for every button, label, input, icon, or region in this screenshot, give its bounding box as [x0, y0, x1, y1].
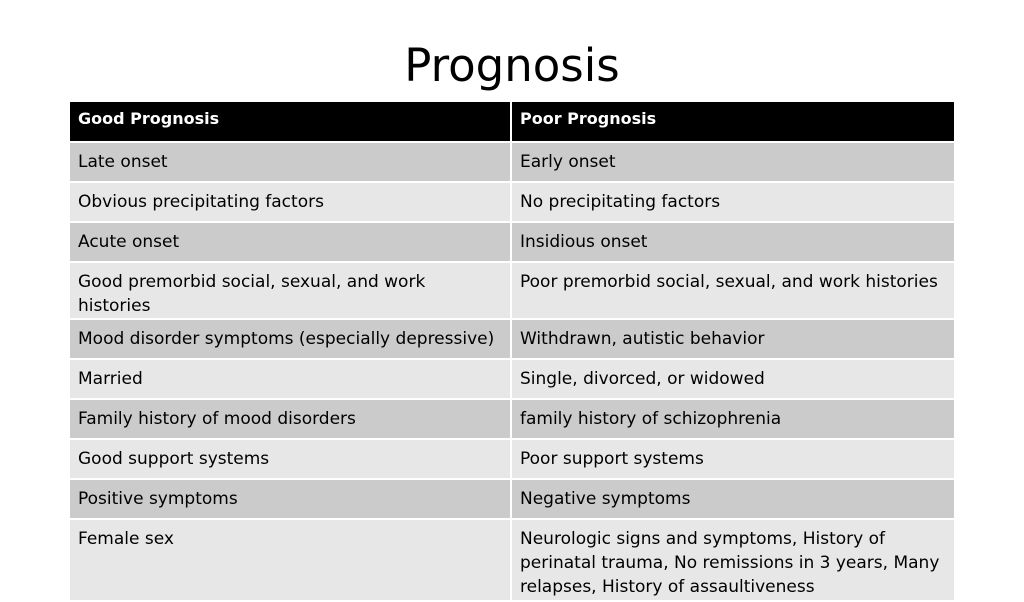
prognosis-table [70, 102, 954, 602]
table-row [70, 399, 954, 439]
poor-prognosis-cell: Withdrawn, autistic behavior [511, 319, 954, 359]
table-row [70, 319, 954, 359]
good-prognosis-cell: Positive symptoms [70, 479, 511, 519]
poor-prognosis-cell: Negative symptoms [511, 479, 954, 519]
header-poor-prognosis: Poor Prognosis [511, 102, 954, 142]
poor-prognosis-cell: Neurologic signs and symptoms, History of perinatal trauma, No remissions in 3 years, Many relapses, History of assaultiveness [511, 519, 954, 601]
table-row [70, 479, 954, 519]
poor-prognosis-cell: No precipitating factors [511, 182, 954, 222]
table-row [70, 222, 954, 262]
table-row [70, 359, 954, 399]
good-prognosis-cell: Female sex [70, 519, 511, 601]
poor-prognosis-cell: Single, divorced, or widowed [511, 359, 954, 399]
poor-prognosis-cell: Insidious onset [511, 222, 954, 262]
poor-prognosis-cell: Early onset [511, 142, 954, 182]
poor-prognosis-cell: family history of schizophrenia [511, 399, 954, 439]
good-prognosis-cell: Family history of mood disorders [70, 399, 511, 439]
table-row [70, 182, 954, 222]
table-row [70, 439, 954, 479]
table-row [70, 142, 954, 182]
header-good-prognosis: Good Prognosis [70, 102, 511, 142]
poor-prognosis-cell: Poor support systems [511, 439, 954, 479]
good-prognosis-cell: Good support systems [70, 439, 511, 479]
slide-title: Prognosis [404, 39, 620, 92]
good-prognosis-cell: Married [70, 359, 511, 399]
good-prognosis-cell: Acute onset [70, 222, 511, 262]
good-prognosis-cell: Mood disorder symptoms (especially depressive) [70, 319, 511, 359]
table-row [70, 262, 954, 319]
table-row [70, 519, 954, 601]
table-header-row [70, 102, 954, 142]
good-prognosis-cell: Late onset [70, 142, 511, 182]
good-prognosis-cell: Obvious precipitating factors [70, 182, 511, 222]
poor-prognosis-cell: Poor premorbid social, sexual, and work histories [511, 262, 954, 319]
good-prognosis-cell: Good premorbid social, sexual, and work histories [70, 262, 511, 319]
